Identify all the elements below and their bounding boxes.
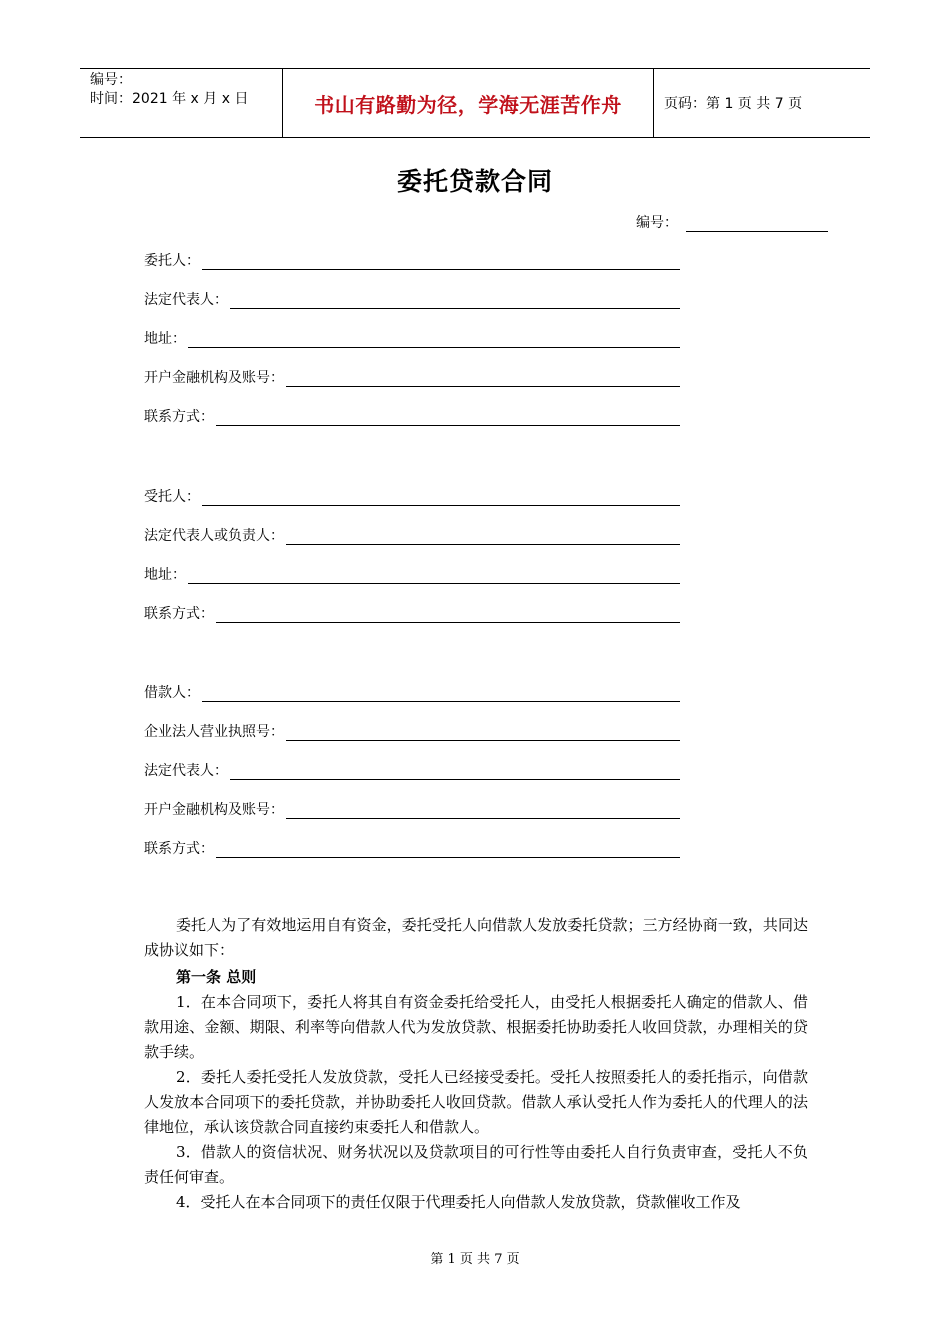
- header-number-label: 编号：: [90, 72, 132, 88]
- field-label: 法定代表人：: [144, 763, 228, 779]
- field-blank: [216, 409, 680, 426]
- field-label: 法定代表人：: [144, 292, 228, 308]
- section-heading: 第一条 总则: [176, 968, 257, 986]
- field-blank: [202, 489, 680, 506]
- field-label: 受托人：: [144, 489, 200, 505]
- consignor-contact-field: [144, 404, 680, 426]
- consignor-legal-rep-field: [144, 287, 680, 309]
- field-label: 企业法人营业执照号：: [144, 724, 284, 740]
- borrower-bank-field: [144, 797, 680, 819]
- header-table: [80, 68, 870, 138]
- header-motto: 书山有路勤为径，学海无涯苦作舟: [282, 69, 654, 137]
- trustee-contact-field: [144, 601, 680, 623]
- field-label: 委托人：: [144, 253, 200, 269]
- field-label: 地址：: [144, 567, 186, 583]
- intro-paragraph: 委托人为了有效地运用自有资金，委托受托人向借款人发放委托贷款；三方经协商一致，共同达成协议如下：: [144, 916, 808, 959]
- trustee-address-field: [144, 562, 680, 584]
- borrower-name-field: [144, 680, 680, 702]
- field-blank: [216, 606, 680, 623]
- consignor-address-field: [144, 326, 680, 348]
- header-time-label: 时间：2021 年 x 月 x 日: [90, 91, 249, 107]
- clause-paragraph: 3．借款人的资信状况、财务状况以及贷款项目的可行性等由委托人自行负责审查，受托人不负责任何审查。: [144, 1143, 808, 1186]
- field-blank: [286, 370, 680, 387]
- field-label: 联系方式：: [144, 841, 214, 857]
- field-blank: [202, 685, 680, 702]
- field-blank: [286, 802, 680, 819]
- field-blank: [230, 763, 680, 780]
- header-left-cell: [80, 69, 282, 137]
- doc-number-blank: [686, 214, 828, 232]
- borrower-legal-rep-field: [144, 758, 680, 780]
- field-label: 地址：: [144, 331, 186, 347]
- field-blank: [188, 331, 680, 348]
- trustee-name-field: [144, 484, 680, 506]
- field-blank: [188, 567, 680, 584]
- field-label: 法定代表人或负责人：: [144, 528, 284, 544]
- clause-paragraph: 2．委托人委托受托人发放贷款，受托人已经接受委托。受托人按照委托人的委托指示，向借款人发放本合同项下的委托贷款，并协助委托人收回贷款。借款人承认受托人作为委托人的代理人的法律地位，承认该贷款合同直接约束委托人和借款人。: [144, 1068, 808, 1136]
- field-label: 联系方式：: [144, 606, 214, 622]
- document-title: 委托贷款合同: [396, 167, 553, 196]
- doc-number-label: 编号：: [636, 215, 678, 231]
- page-footer: 第 1 页 共 7 页: [430, 1252, 520, 1267]
- doc-number-field: [636, 212, 828, 232]
- field-blank: [202, 253, 680, 270]
- field-label: 借款人：: [144, 685, 200, 701]
- field-label: 联系方式：: [144, 409, 214, 425]
- consignor-name-field: [144, 248, 680, 270]
- field-blank: [216, 841, 680, 858]
- clause-paragraph: 1．在本合同项下，委托人将其自有资金委托给受托人，由受托人根据委托人确定的借款人、借款用途、金额、期限、利率等向借款人代为发放贷款、根据委托协助委托人收回贷款，办理相关的贷款手续。: [144, 993, 808, 1061]
- field-label: 开户金融机构及账号：: [144, 802, 284, 818]
- borrower-license-field: [144, 719, 680, 741]
- field-blank: [286, 528, 680, 545]
- field-blank: [286, 724, 680, 741]
- field-label: 开户金融机构及账号：: [144, 370, 284, 386]
- header-page-info: 页码：第 1 页 共 7 页: [664, 96, 803, 112]
- clause-paragraph: 4．受托人在本合同项下的责任仅限于代理委托人向借款人发放贷款，贷款催收工作及: [176, 1193, 741, 1211]
- trustee-legal-rep-field: [144, 523, 680, 545]
- field-blank: [230, 292, 680, 309]
- borrower-contact-field: [144, 836, 680, 858]
- consignor-bank-field: [144, 365, 680, 387]
